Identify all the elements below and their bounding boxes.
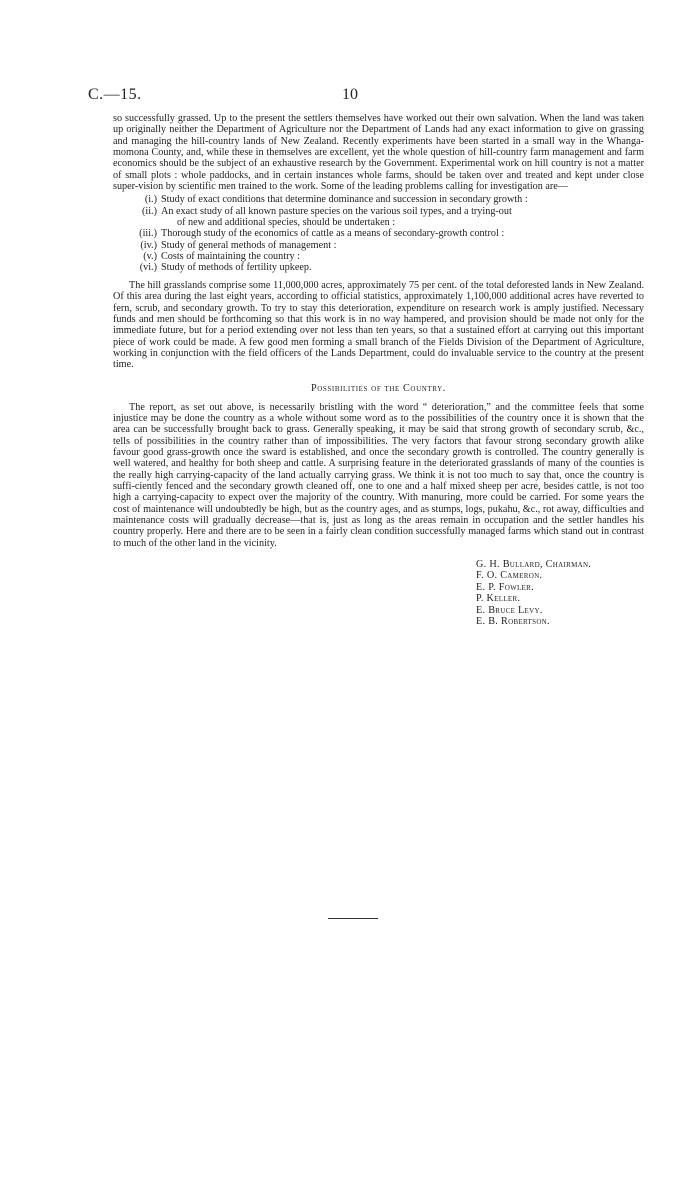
paragraph-research: so successfully grassed. Up to the present the settlers themselves have worked out their own salvation. When the land was taken up originally neither the Department of Agriculture nor the Department of Lands had any exact information to give on grassing and managing the hill-country lands of New Zealand. Recently experiments have been started in a small way in the Whanga-momona County, and, while these in themselves are excellent, yet the whole question of hill-country farm management and farm economics should be the subject of an exhaustive research by the Government. Experimental work on hill country is not a matter of small plots : whole paddocks, and in certain instances whole farms, should be taken over and treated and kept under close super-vision by scientific men trained to the work. Some of the leading problems calling for investigation are— bbox=[113, 113, 644, 193]
list-item bbox=[113, 240, 644, 251]
list-item-text: Study of exact conditions that determine dominance and succession in secondary growth : bbox=[161, 194, 528, 206]
signatories-list bbox=[113, 559, 644, 627]
closing-rule bbox=[328, 918, 378, 919]
list-item bbox=[113, 194, 644, 205]
document-body bbox=[113, 113, 644, 627]
list-item-text: An exact study of all known pasture species on the various soil types, and a trying-out bbox=[161, 205, 512, 217]
signatory: G. H. Bullard, Chairman. bbox=[476, 559, 592, 571]
signatory: E. B. Robertson. bbox=[476, 616, 550, 628]
list-item-number: (iv.) bbox=[140, 239, 157, 251]
list-item bbox=[113, 206, 644, 229]
list-item-text: Study of methods of fertility upkeep. bbox=[161, 262, 312, 274]
page-header bbox=[88, 86, 643, 106]
paragraph-grasslands: The hill grasslands comprise some 11,000,000 acres, approximately 75 per cent. of the total deforested lands in New Zealand. Of this area during the last eight years, according to official statistics, approximately 1,100,000 additional acres have reverted to fern, scrub, and secondary growth. To try to stay this deterioration, expenditure on research work is amply justified. Necessary funds and men should be forthcoming so that this work is in no way hampered, and provision should be made not only for the immediate future, but for a period extending over not less than ten years, so that a sustained effort at carrying out this important piece of work could be made. A few good men forming a small branch of the Fields Division of the Department of Agriculture, working in conjunction with the field officers of the Lands Department, could do invaluable service to the country at the present time. bbox=[113, 279, 644, 371]
problems-list bbox=[113, 194, 644, 273]
list-item-number: (ii.) bbox=[142, 205, 157, 217]
paragraph-possibilities: The report, as set out above, is necessarily bristling with the word “ deterioration,” and the committee feels that some injustice may be done the country as a whole without some word as to the possibilities of the country once it is shown that the area can be successfully brought back to grass. Generally speaking, it may be said that strong growth of secondary scrub, &c., tells of possibilities in the country rather than of impossibilities. The very factors that favour strong secondary growth alike favour good grass-growth once the sward is established, and once the secondary growth is controlled. The country generally is well watered, and healthy for both sheep and cattle. A surprising feature in the deteriorated grasslands of many of the counties is the really high carrying-capacity of the land actually carrying grass. We think it is not too much to say that, once the country is suffi-ciently fenced and the secondary growth cleaned off, one to one and a half mixed sheep per acre, besides cattle, is not too high a carrying-capacity to expect over the majority of the country. With manuring, more could be carried. For some years the cost of maintenance will undoubtedly be high, but as the country ages, and as stumps, logs, pukahu, &c., rot away, difficulties and maintenance costs will gradually decrease—that is, just as long as the areas remain in occupation and the settler handles his country properly. Here and there are to be seen in a fairly clean condition successfully managed farms which stand out in contrast to much of the other land in the vicinity. bbox=[113, 401, 644, 549]
list-item-number: (iii.) bbox=[139, 228, 157, 240]
page-number: 10 bbox=[342, 86, 358, 103]
signatory: E. Bruce Levy. bbox=[476, 604, 543, 616]
signatory: F. O. Cameron. bbox=[476, 570, 543, 582]
document-reference: C.—15. bbox=[88, 86, 142, 103]
list-item-text: Costs of maintaining the country : bbox=[161, 251, 300, 263]
list-item-number: (i.) bbox=[144, 194, 157, 206]
list-item-text: Thorough study of the economics of cattle as a means of secondary-growth control : bbox=[161, 228, 505, 240]
list-item bbox=[113, 251, 644, 262]
list-item-number: (vi.) bbox=[139, 262, 157, 274]
list-item-number: (v.) bbox=[143, 251, 157, 263]
signatory: P. Keller. bbox=[476, 593, 521, 605]
section-heading: Possibilities of the Country. bbox=[311, 382, 446, 394]
list-item bbox=[113, 228, 644, 239]
signatory: E. P. Fowler. bbox=[476, 581, 534, 593]
list-item bbox=[113, 262, 644, 273]
list-item-continuation: of new and additional species, should be undertaken : bbox=[177, 217, 396, 229]
list-item-text: Study of general methods of management : bbox=[161, 239, 337, 251]
